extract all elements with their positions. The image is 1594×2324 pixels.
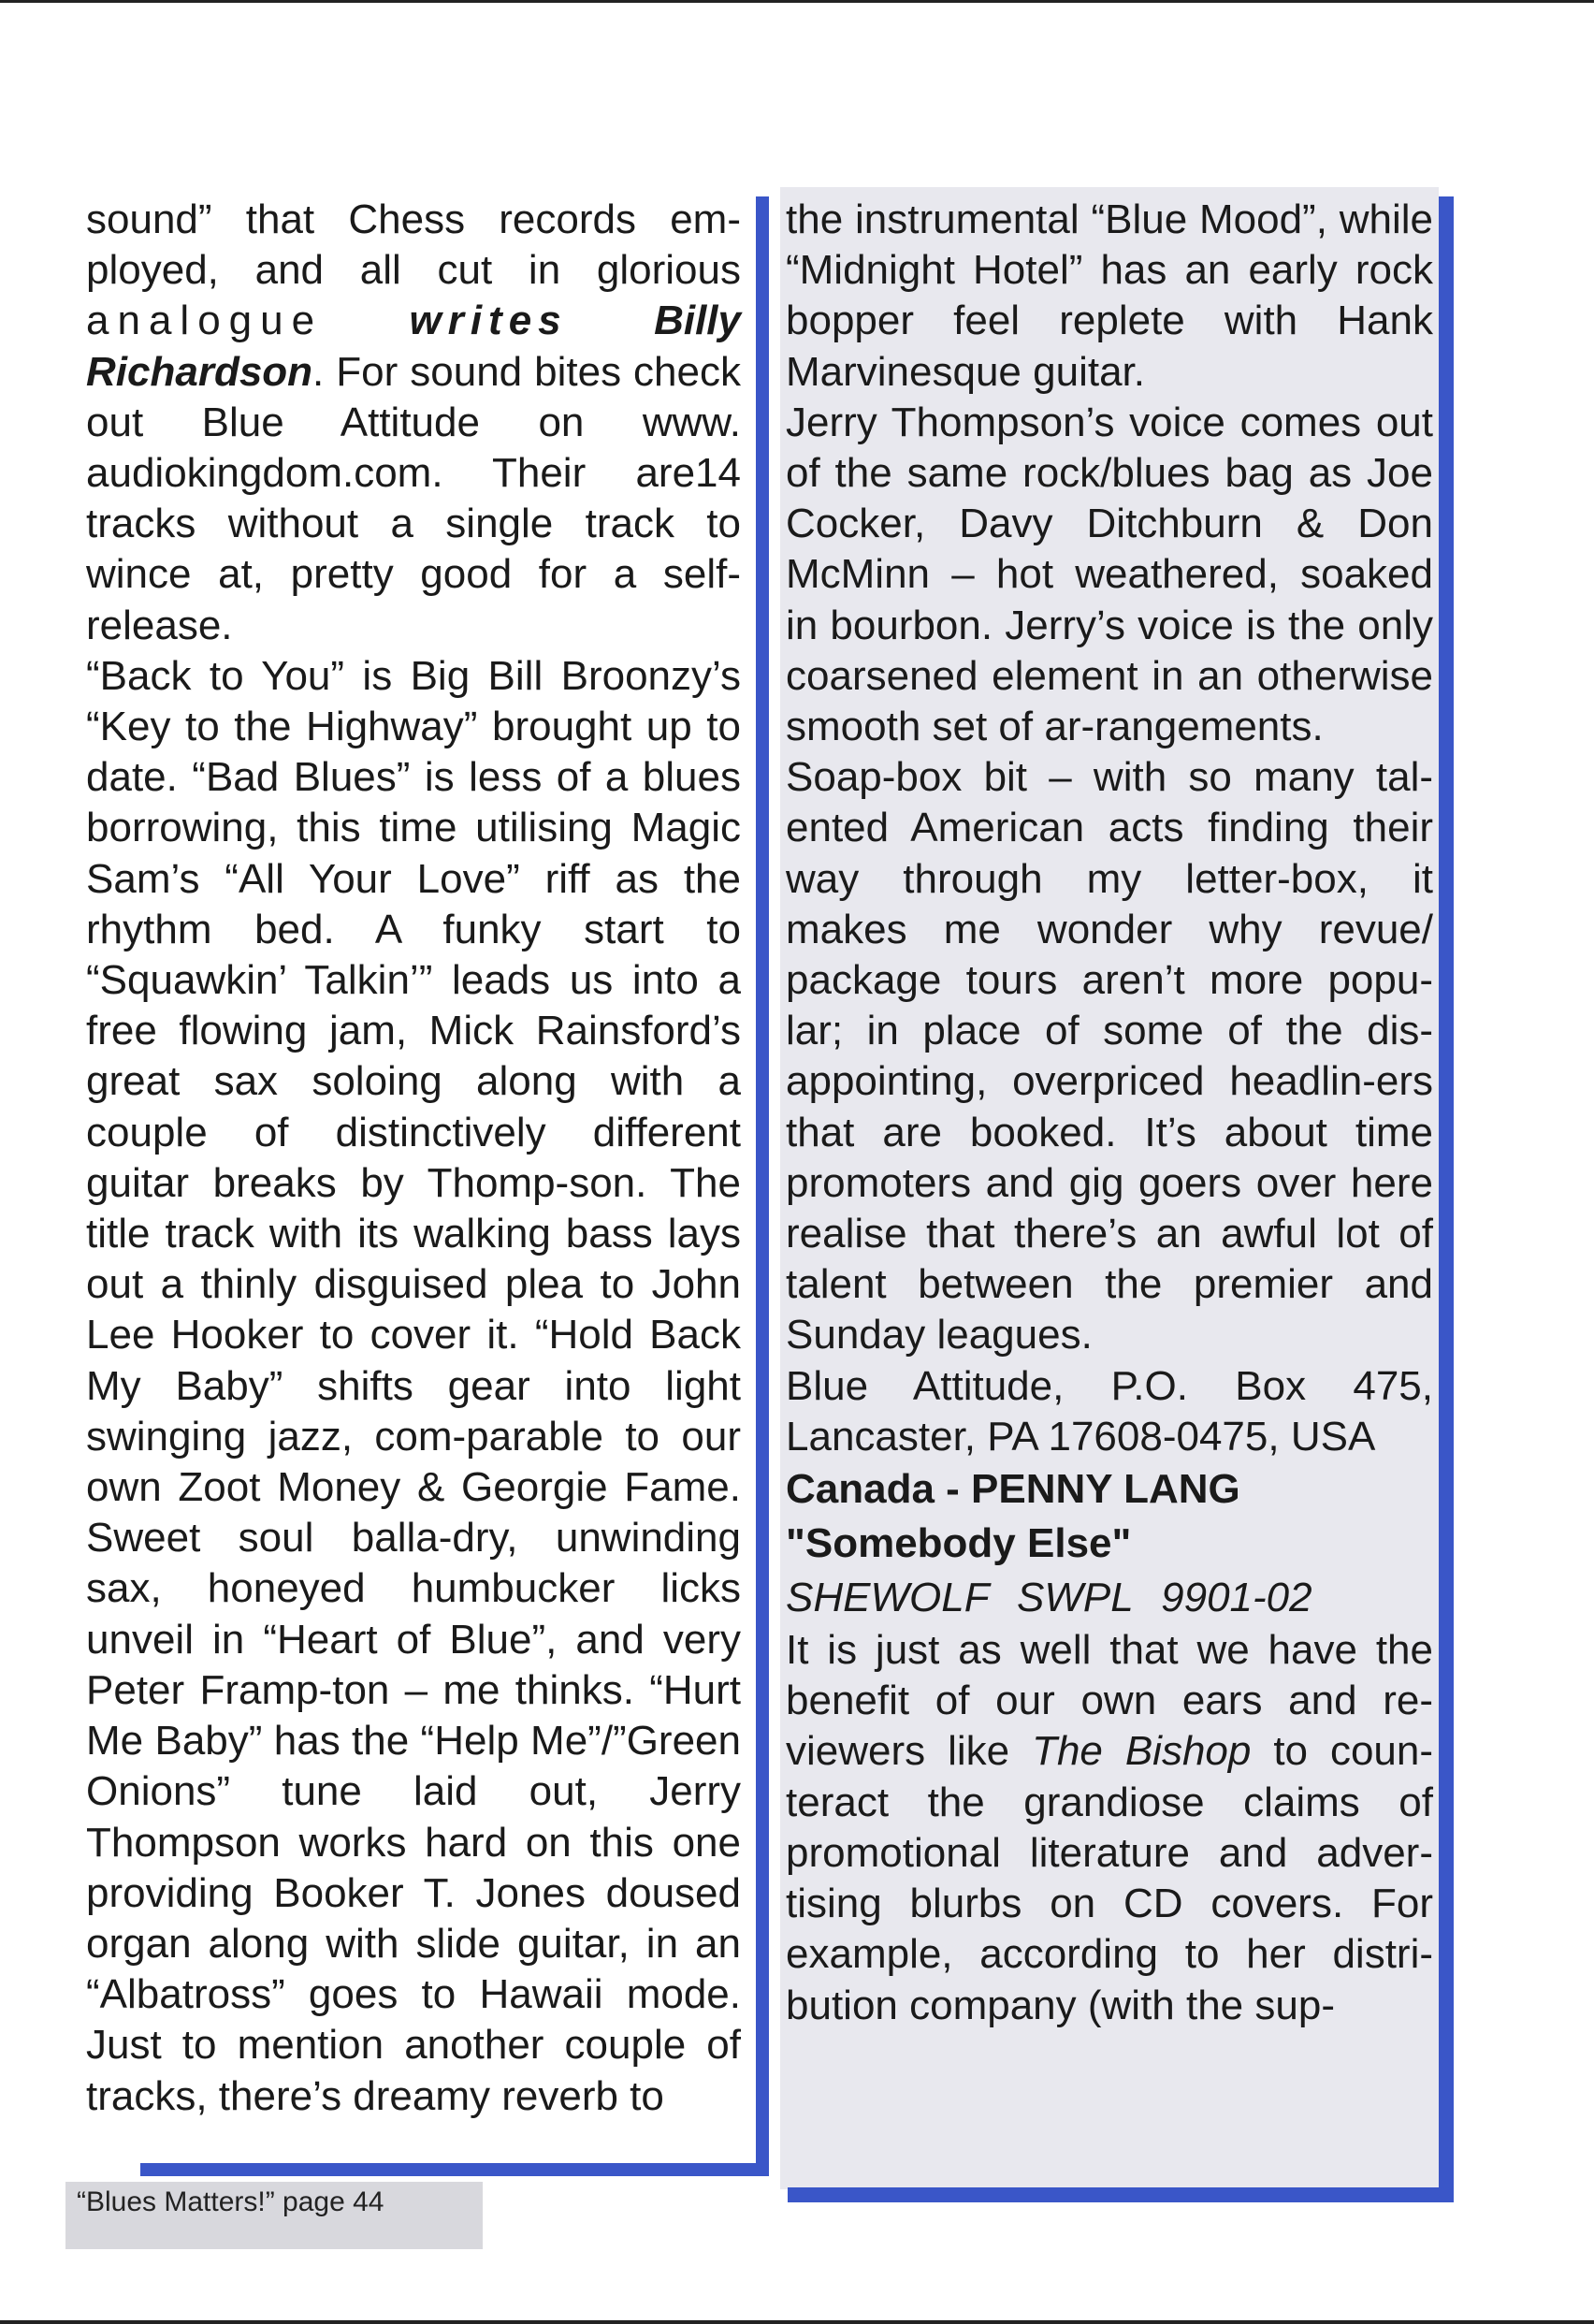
right-column — [780, 187, 1439, 2189]
byline-writes: writes — [409, 298, 568, 344]
right-paragraph-2: Jerry Thompson’s voice comes out of the same rock/blues bag as Joe Cocker, Davy Ditchburn & Don McMinn – hot weathered, soaked in bourbon. Jerry’s voice is the only coarsened element in an otherwise smooth set of ar-rangements. — [786, 399, 1433, 750]
review-label-catalogue: SHEWOLF SWPL 9901-02 — [786, 1575, 1312, 1621]
left-column-shadow-foot — [140, 2163, 769, 2176]
top-rule — [0, 0, 1594, 3]
review-heading: Canada - PENNY LANG — [786, 1466, 1240, 1513]
byline-author: Billy Richardson — [86, 298, 741, 395]
right-paragraph-5: It is just as well that we have the benefit of our own ears and re-viewers like The Bishop to coun-teract the grandiose claims of promotional literature and adver-tising blurbs on CD covers. For example, according to her distri-bution company (with the sup- — [786, 1627, 1434, 2028]
review-title: "Somebody Else" — [786, 1520, 1132, 1567]
page-footer-label: “Blues Matters!” page 44 — [65, 2182, 483, 2249]
right-paragraph-1: the instrumental “Blue Mood”, while “Midnight Hotel” has an early rock bopper feel replete with Hank Marvinesque guitar. — [786, 196, 1433, 395]
analogue-word: analogue — [86, 298, 324, 344]
right-column-shadow-bar — [1439, 196, 1454, 2202]
left-paragraph-2: “Back to You” is Big Bill Broonzy’s “Key to the Highway” brought up to date. “Bad Blues” is less of a blues borrowing, this time utilising Magic Sam’s “All Your Love” riff as the rhythm bed. A funky start to “Squawkin’ Talkin’” leads us into a free flowing jam, Mick Rainsford’s great sax soloing along with a couple of distinctively different guitar breaks by Thomp-son. The title track with its walking bass lays out a thinly disguised plea to John Lee Hooker to cover it. “Hold Back My Baby” shifts gear into light swinging jazz, com-parable to our own Zoot Money & Georgie Fame. Sweet soul balla-dry, unwinding sax, honeyed humbucker licks unveil in “Heart of Blue”, and very Peter Framp-ton – me thinks. “Hurt Me Baby” has the “Help Me”/”Green Onions” tune laid out, Jerry Thompson works hard on this one providing Booker T. Jones doused organ along with slide guitar, in an “Albatross” goes to Hawaii mode. Just to mention another couple of tracks, there’s dreamy reverb to — [86, 652, 741, 2119]
left-column-text — [80, 187, 746, 2122]
right-column-shadow-foot — [788, 2187, 1454, 2202]
left-paragraph-1: sound” that Chess records em-ployed, and all cut in glorious analogue writes Billy Richardson. For sound bites check out Blue Attitude on www. audiokingdom.com. Their are14 tracks without a single track to wince at, pretty good for a self-release. — [86, 196, 741, 648]
reviewer-name: The Bishop — [1032, 1728, 1252, 1775]
right-column-text — [780, 187, 1439, 2031]
right-paragraph-4-address: Blue Attitude, P.O. Box 475, Lancaster, PA 17608-0475, USA — [786, 1362, 1433, 1460]
right-paragraph-3: Soap-box bit – with so many tal-ented American acts finding their way through my letter-box, it makes me wonder why revue/ package tours aren’t more popu-lar; in place of some of the dis-appointing, overpriced headlin-ers that are booked. It’s about time promoters and gig goers over here realise that there’s an awful lot of talent between the premier and Sunday leagues. — [786, 754, 1433, 1358]
left-column-shadow-bar — [756, 196, 769, 2172]
left-column — [80, 187, 746, 2163]
bottom-rule — [0, 2320, 1594, 2324]
